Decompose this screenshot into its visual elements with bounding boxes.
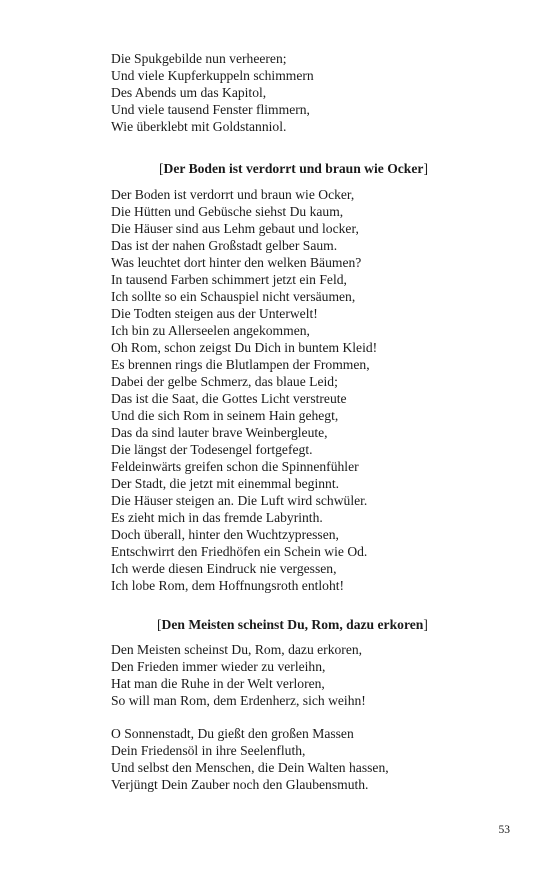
poem-2-stanza-2 xyxy=(111,725,389,793)
stanza-continued xyxy=(111,50,314,135)
verse-line: Es zieht mich in das fremde Labyrinth. xyxy=(111,510,323,525)
verse-line: Ich werde diesen Eindruck nie vergessen, xyxy=(111,561,337,576)
verse-line: Die Hütten und Gebüsche siehst Du kaum, xyxy=(111,204,344,219)
verse-line: Des Abends um das Kapitol, xyxy=(111,85,267,100)
verse-line: Der Stadt, die jetzt mit einemmal beginnt. xyxy=(111,476,340,491)
verse-line: Die Spukgebilde nun verheeren; xyxy=(111,51,287,66)
verse-line: Den Frieden immer wieder zu verleihn, xyxy=(111,659,326,674)
verse-line: Feldeinwärts greifen schon die Spinnenfühler xyxy=(111,459,359,474)
bracket-open: [ xyxy=(159,161,164,176)
verse-line: Das ist der nahen Großstadt gelber Saum. xyxy=(111,238,338,253)
verse-line: Wie überklebt mit Goldstanniol. xyxy=(111,119,287,134)
poem-2-stanza-1 xyxy=(111,641,366,709)
verse-line: So will man Rom, dem Erdenherz, sich weihn! xyxy=(111,693,366,708)
verse-line: Entschwirrt den Friedhöfen ein Schein wie Od. xyxy=(111,544,368,559)
verse-line: Und die sich Rom in seinem Hain gehegt, xyxy=(111,408,339,423)
verse-line: Was leuchtet dort hinter den welken Bäumen? xyxy=(111,255,362,270)
bracket-close: ] xyxy=(423,161,428,176)
verse-line: Das ist die Saat, die Gottes Licht verstreute xyxy=(111,391,347,406)
verse-line: Den Meisten scheinst Du, Rom, dazu erkoren, xyxy=(111,642,363,657)
page-number: 53 xyxy=(498,824,510,836)
bracket-close: ] xyxy=(423,617,428,632)
verse-line: Die Häuser sind aus Lehm gebaut und locker, xyxy=(111,221,359,236)
verse-line: Ich bin zu Allerseelen angekommen, xyxy=(111,323,310,338)
verse-line: Doch überall, hinter den Wuchtzypressen, xyxy=(111,527,339,542)
poem-title-text: Der Boden ist verdorrt und braun wie Ocker xyxy=(163,161,424,176)
bracket-open: [ xyxy=(157,617,162,632)
verse-line: Die Häuser steigen an. Die Luft wird schwüler. xyxy=(111,493,368,508)
verse-line: O Sonnenstadt, Du gießt den großen Massen xyxy=(111,726,354,741)
poem-1-body xyxy=(111,186,377,594)
verse-line: Und viele Kupferkuppeln schimmern xyxy=(111,68,314,83)
verse-line: Ich lobe Rom, dem Hoffnungsroth entloht! xyxy=(111,578,345,593)
verse-line: Die längst der Todesengel fortgefegt. xyxy=(111,442,313,457)
verse-line: In tausend Farben schimmert jetzt ein Feld, xyxy=(111,272,347,287)
verse-line: Hat man die Ruhe in der Welt verloren, xyxy=(111,676,325,691)
verse-line: Dein Friedensöl in ihre Seelenfluth, xyxy=(111,743,306,758)
verse-line: Verjüngt Dein Zauber noch den Glaubensmuth. xyxy=(111,777,369,792)
verse-line: Die Todten steigen aus der Unterwelt! xyxy=(111,306,318,321)
verse-line: Dabei der gelbe Schmerz, das blaue Leid; xyxy=(111,374,338,389)
verse-line: Und viele tausend Fenster flimmern, xyxy=(111,102,310,117)
verse-line: Und selbst den Menschen, die Dein Walten hassen, xyxy=(111,760,389,775)
verse-line: Der Boden ist verdorrt und braun wie Ocker, xyxy=(111,187,355,202)
poem-title-text: Den Meisten scheinst Du, Rom, dazu erkoren xyxy=(161,617,424,632)
verse-line: Ich sollte so ein Schauspiel nicht versäumen, xyxy=(111,289,356,304)
poem-title-1 xyxy=(159,160,428,177)
verse-line: Oh Rom, schon zeigst Du Dich in buntem Kleid! xyxy=(111,340,378,355)
verse-line: Das da sind lauter brave Weinbergleute, xyxy=(111,425,328,440)
verse-line: Es brennen rings die Blutlampen der Frommen, xyxy=(111,357,370,372)
poem-title-2 xyxy=(157,616,428,633)
